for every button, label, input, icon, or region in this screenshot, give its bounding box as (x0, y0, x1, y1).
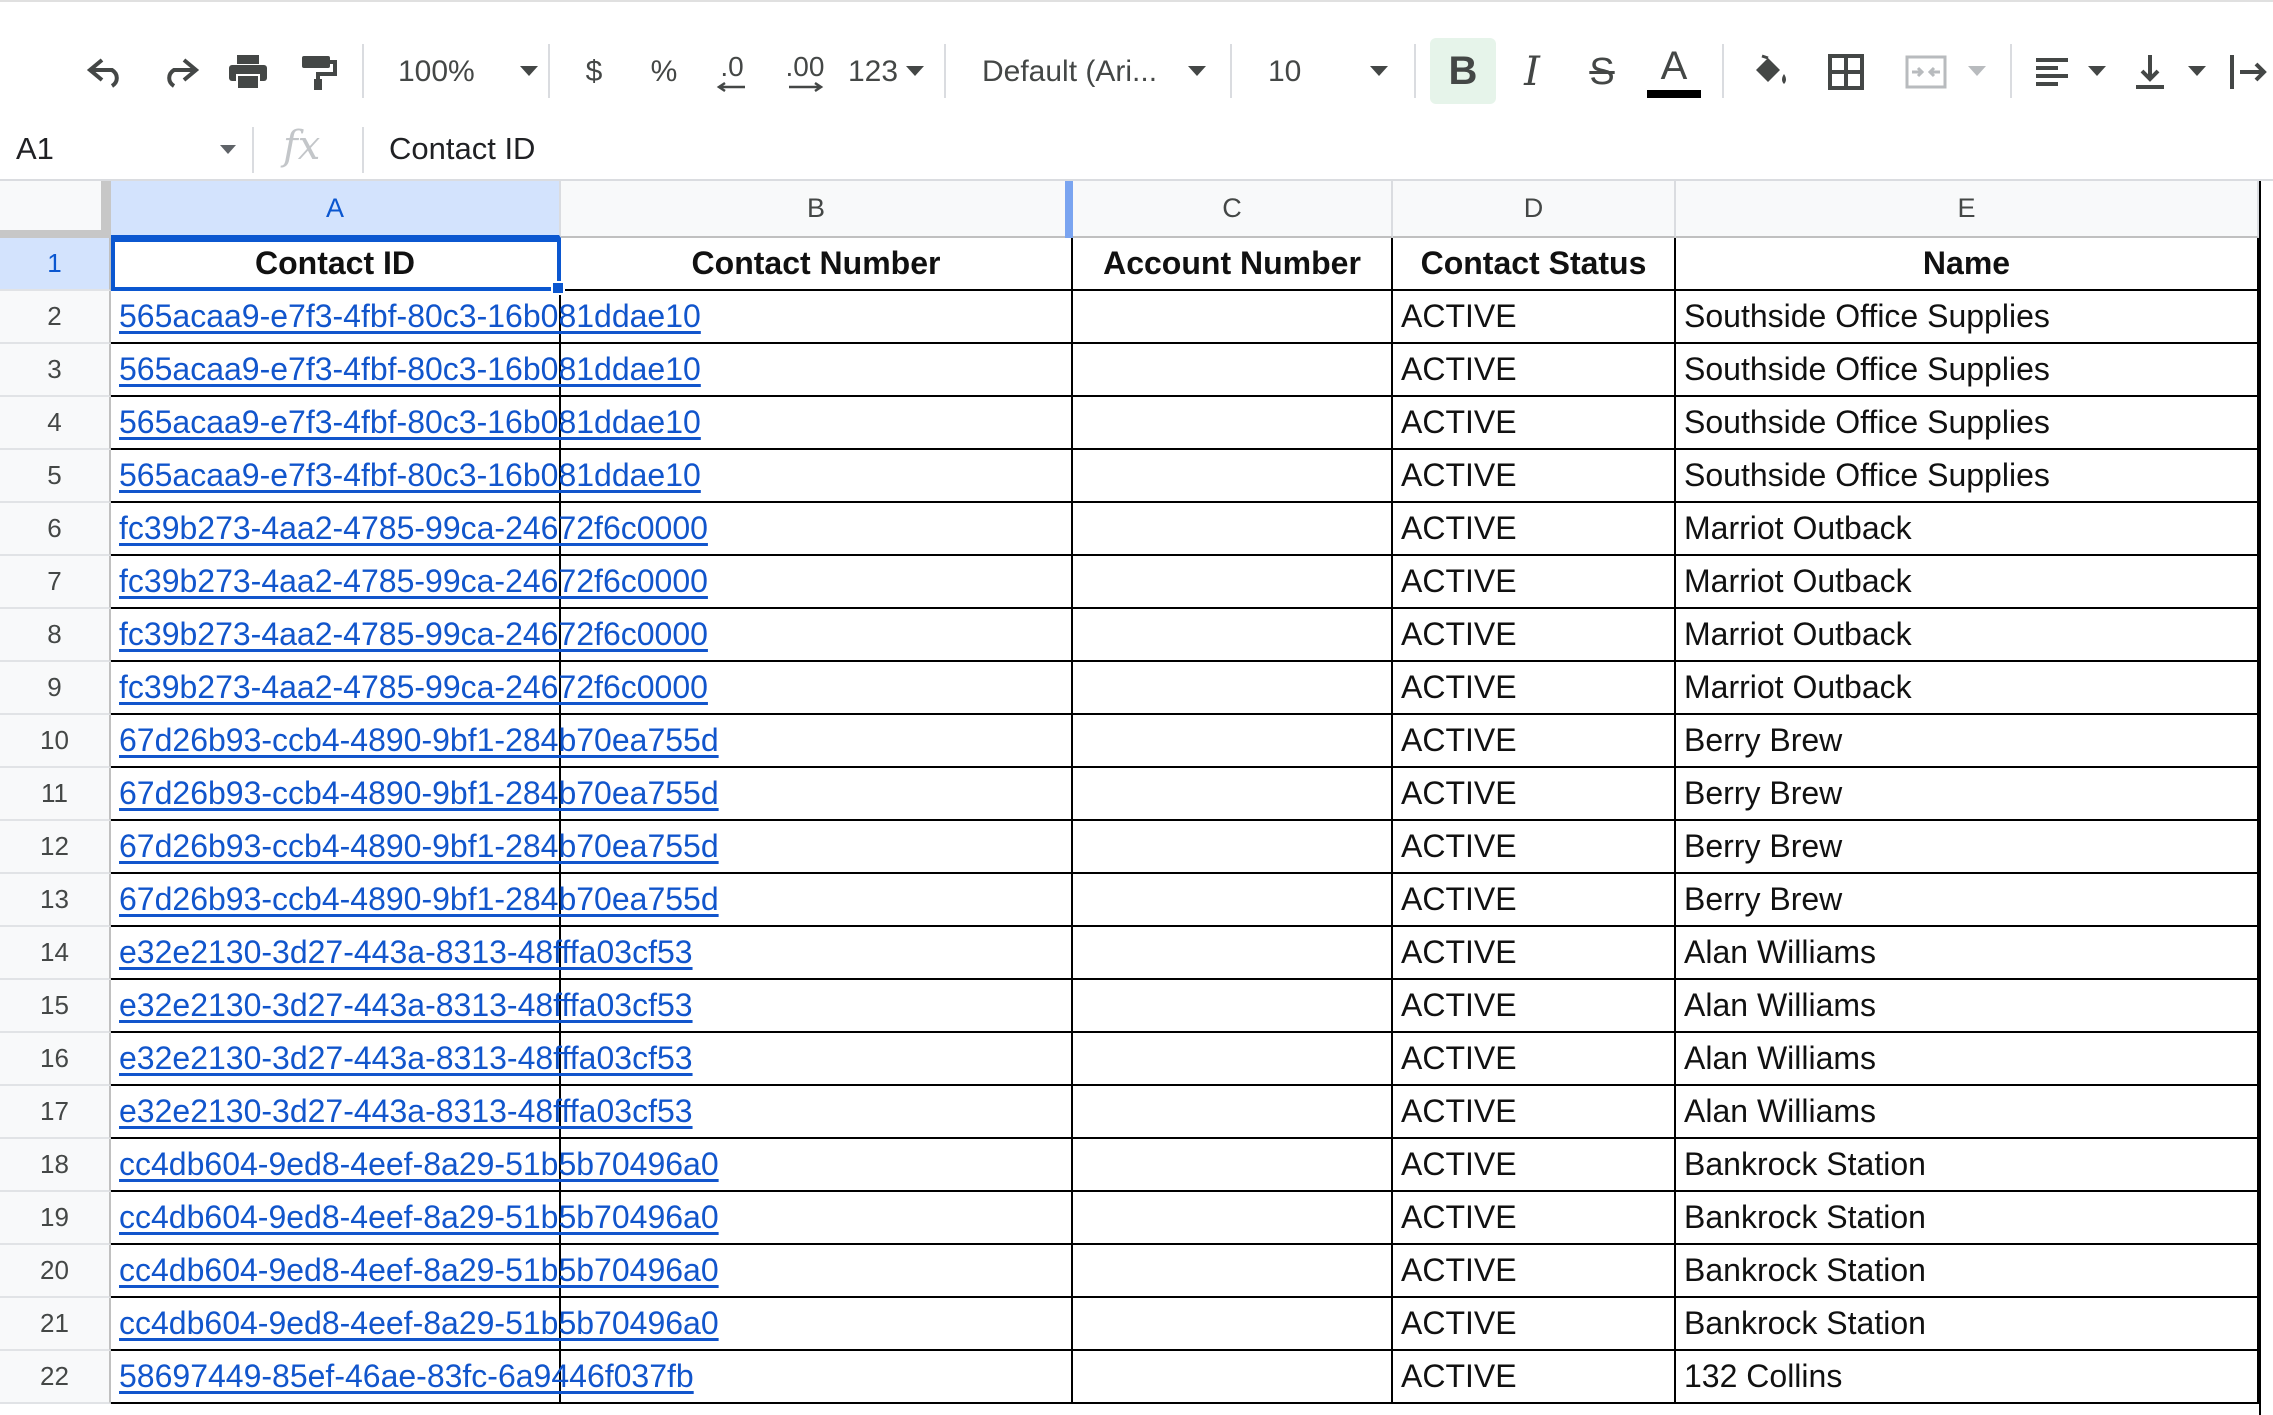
format-percent-button[interactable]: % (650, 55, 678, 88)
row-header[interactable]: 18 (0, 1139, 111, 1192)
table-cell[interactable]: Berry Brew (1676, 715, 2259, 768)
contact-id-link[interactable]: e32e2130-3d27-443a-8313-48fffa03cf53 (111, 980, 561, 1033)
increase-decimal-button[interactable]: .00 (772, 26, 838, 118)
table-cell[interactable] (561, 609, 1073, 662)
contact-id-link[interactable]: 565acaa9-e7f3-4fbf-80c3-16b081ddae10 (111, 397, 561, 450)
row-header[interactable]: 17 (0, 1086, 111, 1139)
row-header[interactable]: 11 (0, 768, 111, 821)
table-cell[interactable]: ACTIVE (1393, 344, 1676, 397)
toolbar-divider (1722, 44, 1724, 98)
merge-options-chevron-icon[interactable] (1962, 26, 1992, 118)
zoom-select[interactable] (388, 26, 548, 118)
contact-id-link[interactable]: fc39b273-4aa2-4785-99ca-24672f6c0000 (111, 556, 561, 609)
table-cell[interactable]: ACTIVE (1393, 1245, 1676, 1298)
chevron-down-icon (1188, 66, 1206, 78)
text-color-swatch (1647, 90, 1701, 98)
row-header[interactable]: 15 (0, 980, 111, 1033)
zoom-value: 100% (398, 55, 475, 88)
text-color-button[interactable]: A (1644, 26, 1704, 118)
print-icon[interactable] (220, 26, 276, 118)
table-cell[interactable]: Southside Office Supplies (1676, 397, 2259, 450)
column-f-edge (2259, 181, 2273, 1415)
row-header[interactable]: 19 (0, 1192, 111, 1245)
table-cell[interactable] (561, 556, 1073, 609)
contact-id-link[interactable]: 565acaa9-e7f3-4fbf-80c3-16b081ddae10 (111, 344, 561, 397)
fx-icon: fx (283, 123, 321, 169)
table-cell[interactable] (1073, 662, 1393, 715)
table-cell[interactable] (561, 1298, 1073, 1351)
format-currency-button[interactable]: $ (585, 55, 603, 88)
header-cell[interactable]: Contact Status (1393, 238, 1676, 291)
table-cell[interactable] (1073, 503, 1393, 556)
table-cell[interactable]: Southside Office Supplies (1676, 344, 2259, 397)
table-cell[interactable] (561, 344, 1073, 397)
table-cell[interactable]: Bankrock Station (1676, 1192, 2259, 1245)
table-cell[interactable]: Berry Brew (1676, 821, 2259, 874)
table-cell[interactable]: ACTIVE (1393, 609, 1676, 662)
vertical-align-select[interactable] (2130, 26, 2210, 118)
table-cell[interactable] (1073, 927, 1393, 980)
table-cell[interactable] (1073, 821, 1393, 874)
table-cell[interactable]: ACTIVE (1393, 397, 1676, 450)
row-header[interactable]: 14 (0, 927, 111, 980)
spreadsheet-grid (0, 181, 2273, 1415)
table-cell[interactable]: Bankrock Station (1676, 1245, 2259, 1298)
table-cell[interactable]: ACTIVE (1393, 927, 1676, 980)
table-cell[interactable] (1073, 1298, 1393, 1351)
row-header[interactable]: 12 (0, 821, 111, 874)
row-header[interactable]: 20 (0, 1245, 111, 1298)
contact-id-link[interactable]: e32e2130-3d27-443a-8313-48fffa03cf53 (111, 1033, 561, 1086)
column-header-a[interactable]: A (111, 181, 561, 238)
merge-cells-icon[interactable] (1896, 26, 1956, 118)
table-cell[interactable]: Southside Office Supplies (1676, 450, 2259, 503)
table-cell[interactable]: ACTIVE (1393, 291, 1676, 344)
borders-icon[interactable] (1818, 26, 1874, 118)
contact-id-link[interactable]: cc4db604-9ed8-4eef-8a29-51b5b70496a0 (111, 1192, 561, 1245)
chevron-down-icon (2188, 66, 2206, 78)
table-cell[interactable] (1073, 291, 1393, 344)
table-cell[interactable] (1073, 715, 1393, 768)
table-cell[interactable]: Alan Williams (1676, 980, 2259, 1033)
toolbar-divider (944, 44, 946, 98)
header-cell[interactable]: Contact Number (561, 238, 1073, 291)
formula-divider (362, 127, 364, 173)
table-cell[interactable]: Bankrock Station (1676, 1139, 2259, 1192)
table-cell[interactable]: ACTIVE (1393, 1298, 1676, 1351)
chevron-down-icon (2088, 66, 2106, 78)
toolbar-divider (362, 44, 364, 98)
table-cell[interactable] (561, 715, 1073, 768)
text-wrap-icon[interactable] (2228, 26, 2273, 118)
table-cell[interactable]: ACTIVE (1393, 503, 1676, 556)
table-cell[interactable] (1073, 1086, 1393, 1139)
contact-id-link[interactable]: 565acaa9-e7f3-4fbf-80c3-16b081ddae10 (111, 450, 561, 503)
row-header[interactable]: 16 (0, 1033, 111, 1086)
name-box[interactable] (0, 119, 250, 179)
font-size-select[interactable]: 10 (1260, 26, 1396, 118)
table-cell[interactable] (561, 1351, 1073, 1404)
table-cell[interactable] (561, 1192, 1073, 1245)
column-header-e[interactable]: E (1676, 181, 2259, 238)
table-cell[interactable]: Alan Williams (1676, 1086, 2259, 1139)
table-cell[interactable] (561, 662, 1073, 715)
toolbar-divider (1230, 44, 1232, 98)
header-cell[interactable]: Account Number (1073, 238, 1393, 291)
table-cell[interactable]: Marriot Outback (1676, 503, 2259, 556)
table-cell[interactable] (561, 450, 1073, 503)
column-resize-handle[interactable] (1065, 181, 1073, 238)
table-cell[interactable]: Marriot Outback (1676, 556, 2259, 609)
table-cell[interactable] (561, 1086, 1073, 1139)
paint-format-icon[interactable] (290, 26, 346, 118)
table-cell[interactable] (1073, 1245, 1393, 1298)
table-cell[interactable]: 132 Collins (1676, 1351, 2259, 1404)
table-cell[interactable]: Alan Williams (1676, 1033, 2259, 1086)
table-cell[interactable] (1073, 874, 1393, 927)
arrow-right-icon (787, 82, 823, 92)
table-cell[interactable] (561, 927, 1073, 980)
table-cell[interactable] (561, 874, 1073, 927)
contact-id-link[interactable]: 565acaa9-e7f3-4fbf-80c3-16b081ddae10 (111, 291, 561, 344)
toolbar-divider (1414, 44, 1416, 98)
row-header[interactable]: 13 (0, 874, 111, 927)
table-cell[interactable] (1073, 1192, 1393, 1245)
table-cell[interactable] (1073, 1351, 1393, 1404)
table-cell[interactable]: ACTIVE (1393, 980, 1676, 1033)
row-header[interactable]: 5 (0, 450, 111, 503)
table-cell[interactable]: ACTIVE (1393, 715, 1676, 768)
row-header[interactable]: 4 (0, 397, 111, 450)
table-cell[interactable]: Southside Office Supplies (1676, 291, 2259, 344)
row-header[interactable]: 9 (0, 662, 111, 715)
row-header[interactable]: 22 (0, 1351, 111, 1404)
align-bottom-icon (2134, 53, 2166, 91)
chevron-down-icon (1370, 66, 1388, 78)
table-cell[interactable]: ACTIVE (1393, 662, 1676, 715)
contact-id-link[interactable]: 67d26b93-ccb4-4890-9bf1-284b70ea755d (111, 874, 561, 927)
table-cell[interactable]: ACTIVE (1393, 1351, 1676, 1404)
table-cell[interactable] (561, 291, 1073, 344)
contact-id-link[interactable]: cc4db604-9ed8-4eef-8a29-51b5b70496a0 (111, 1139, 561, 1192)
contact-id-link[interactable]: cc4db604-9ed8-4eef-8a29-51b5b70496a0 (111, 1298, 561, 1351)
table-cell[interactable]: ACTIVE (1393, 450, 1676, 503)
table-cell[interactable] (561, 821, 1073, 874)
table-cell[interactable] (561, 503, 1073, 556)
row-header[interactable]: 3 (0, 344, 111, 397)
arrow-left-icon (717, 82, 747, 92)
column-header-d[interactable]: D (1393, 181, 1676, 238)
strikethrough-button[interactable]: S (1589, 50, 1615, 93)
table-cell[interactable] (1073, 556, 1393, 609)
contact-id-link[interactable]: 67d26b93-ccb4-4890-9bf1-284b70ea755d (111, 715, 561, 768)
contact-id-link[interactable]: fc39b273-4aa2-4785-99ca-24672f6c0000 (111, 609, 561, 662)
row-header[interactable]: 2 (0, 291, 111, 344)
table-cell[interactable] (1073, 397, 1393, 450)
chevron-down-icon (906, 66, 924, 78)
more-formats-select[interactable]: 123 (846, 26, 926, 118)
italic-button[interactable]: I (1524, 49, 1540, 95)
table-cell[interactable]: Marriot Outback (1676, 609, 2259, 662)
undo-icon[interactable] (80, 26, 136, 118)
table-cell[interactable]: ACTIVE (1393, 556, 1676, 609)
contact-id-link[interactable]: e32e2130-3d27-443a-8313-48fffa03cf53 (111, 1086, 561, 1139)
decrease-decimal-button[interactable]: .0 (704, 26, 760, 118)
row-header[interactable]: 1 (0, 238, 111, 291)
align-left-icon (2034, 56, 2070, 88)
table-cell[interactable]: ACTIVE (1393, 1086, 1676, 1139)
table-cell[interactable] (1073, 768, 1393, 821)
formula-bar (0, 119, 2273, 181)
table-cell[interactable] (561, 1139, 1073, 1192)
table-cell[interactable] (1073, 344, 1393, 397)
table-cell[interactable] (561, 768, 1073, 821)
row-header[interactable]: 8 (0, 609, 111, 662)
row-header[interactable]: 7 (0, 556, 111, 609)
chevron-down-icon (520, 66, 538, 78)
row-header[interactable]: 6 (0, 503, 111, 556)
formula-input[interactable]: Contact ID (389, 131, 536, 166)
redo-icon[interactable] (150, 26, 206, 118)
font-family-select[interactable]: Default (Ari... (974, 26, 1214, 118)
column-header-c[interactable]: C (1073, 181, 1393, 238)
row-header[interactable]: 10 (0, 715, 111, 768)
contact-id-link[interactable]: 67d26b93-ccb4-4890-9bf1-284b70ea755d (111, 768, 561, 821)
table-cell[interactable]: Alan Williams (1676, 927, 2259, 980)
bold-button[interactable]: B (1430, 38, 1496, 104)
table-cell[interactable]: ACTIVE (1393, 1139, 1676, 1192)
table-cell[interactable]: Berry Brew (1676, 768, 2259, 821)
toolbar (0, 0, 2273, 119)
contact-id-link[interactable]: 58697449-85ef-46ae-83fc-6a9446f037fb (111, 1351, 561, 1404)
select-all-corner[interactable] (0, 181, 111, 238)
toolbar-divider (2010, 44, 2012, 98)
header-cell[interactable]: Contact ID (111, 238, 561, 291)
table-cell[interactable]: ACTIVE (1393, 768, 1676, 821)
toolbar-divider (548, 44, 550, 98)
contact-id-link[interactable]: e32e2130-3d27-443a-8313-48fffa03cf53 (111, 927, 561, 980)
cell-reference: A1 (16, 131, 54, 166)
row-header[interactable]: 21 (0, 1298, 111, 1351)
contact-id-link[interactable]: fc39b273-4aa2-4785-99ca-24672f6c0000 (111, 662, 561, 715)
horizontal-align-select[interactable] (2030, 26, 2110, 118)
table-cell[interactable] (561, 980, 1073, 1033)
table-cell[interactable]: Marriot Outback (1676, 662, 2259, 715)
table-cell[interactable] (561, 397, 1073, 450)
table-cell[interactable]: Berry Brew (1676, 874, 2259, 927)
chevron-down-icon (220, 145, 236, 154)
table-cell[interactable] (1073, 1033, 1393, 1086)
contact-id-link[interactable]: cc4db604-9ed8-4eef-8a29-51b5b70496a0 (111, 1245, 561, 1298)
table-cell[interactable]: ACTIVE (1393, 874, 1676, 927)
formula-divider (252, 127, 254, 173)
table-cell[interactable]: Bankrock Station (1676, 1298, 2259, 1351)
column-header-b[interactable]: B (561, 181, 1073, 238)
header-cell[interactable]: Name (1676, 238, 2259, 291)
table-cell[interactable] (1073, 1139, 1393, 1192)
fill-color-icon[interactable] (1742, 26, 1798, 118)
table-cell[interactable] (561, 1245, 1073, 1298)
table-cell[interactable] (1073, 980, 1393, 1033)
table-cell[interactable]: ACTIVE (1393, 1192, 1676, 1245)
fill-handle[interactable] (551, 281, 565, 295)
table-cell[interactable]: ACTIVE (1393, 1033, 1676, 1086)
table-cell[interactable] (1073, 450, 1393, 503)
table-cell[interactable]: ACTIVE (1393, 821, 1676, 874)
contact-id-link[interactable]: fc39b273-4aa2-4785-99ca-24672f6c0000 (111, 503, 561, 556)
table-cell[interactable] (561, 1033, 1073, 1086)
contact-id-link[interactable]: 67d26b93-ccb4-4890-9bf1-284b70ea755d (111, 821, 561, 874)
table-cell[interactable] (1073, 609, 1393, 662)
